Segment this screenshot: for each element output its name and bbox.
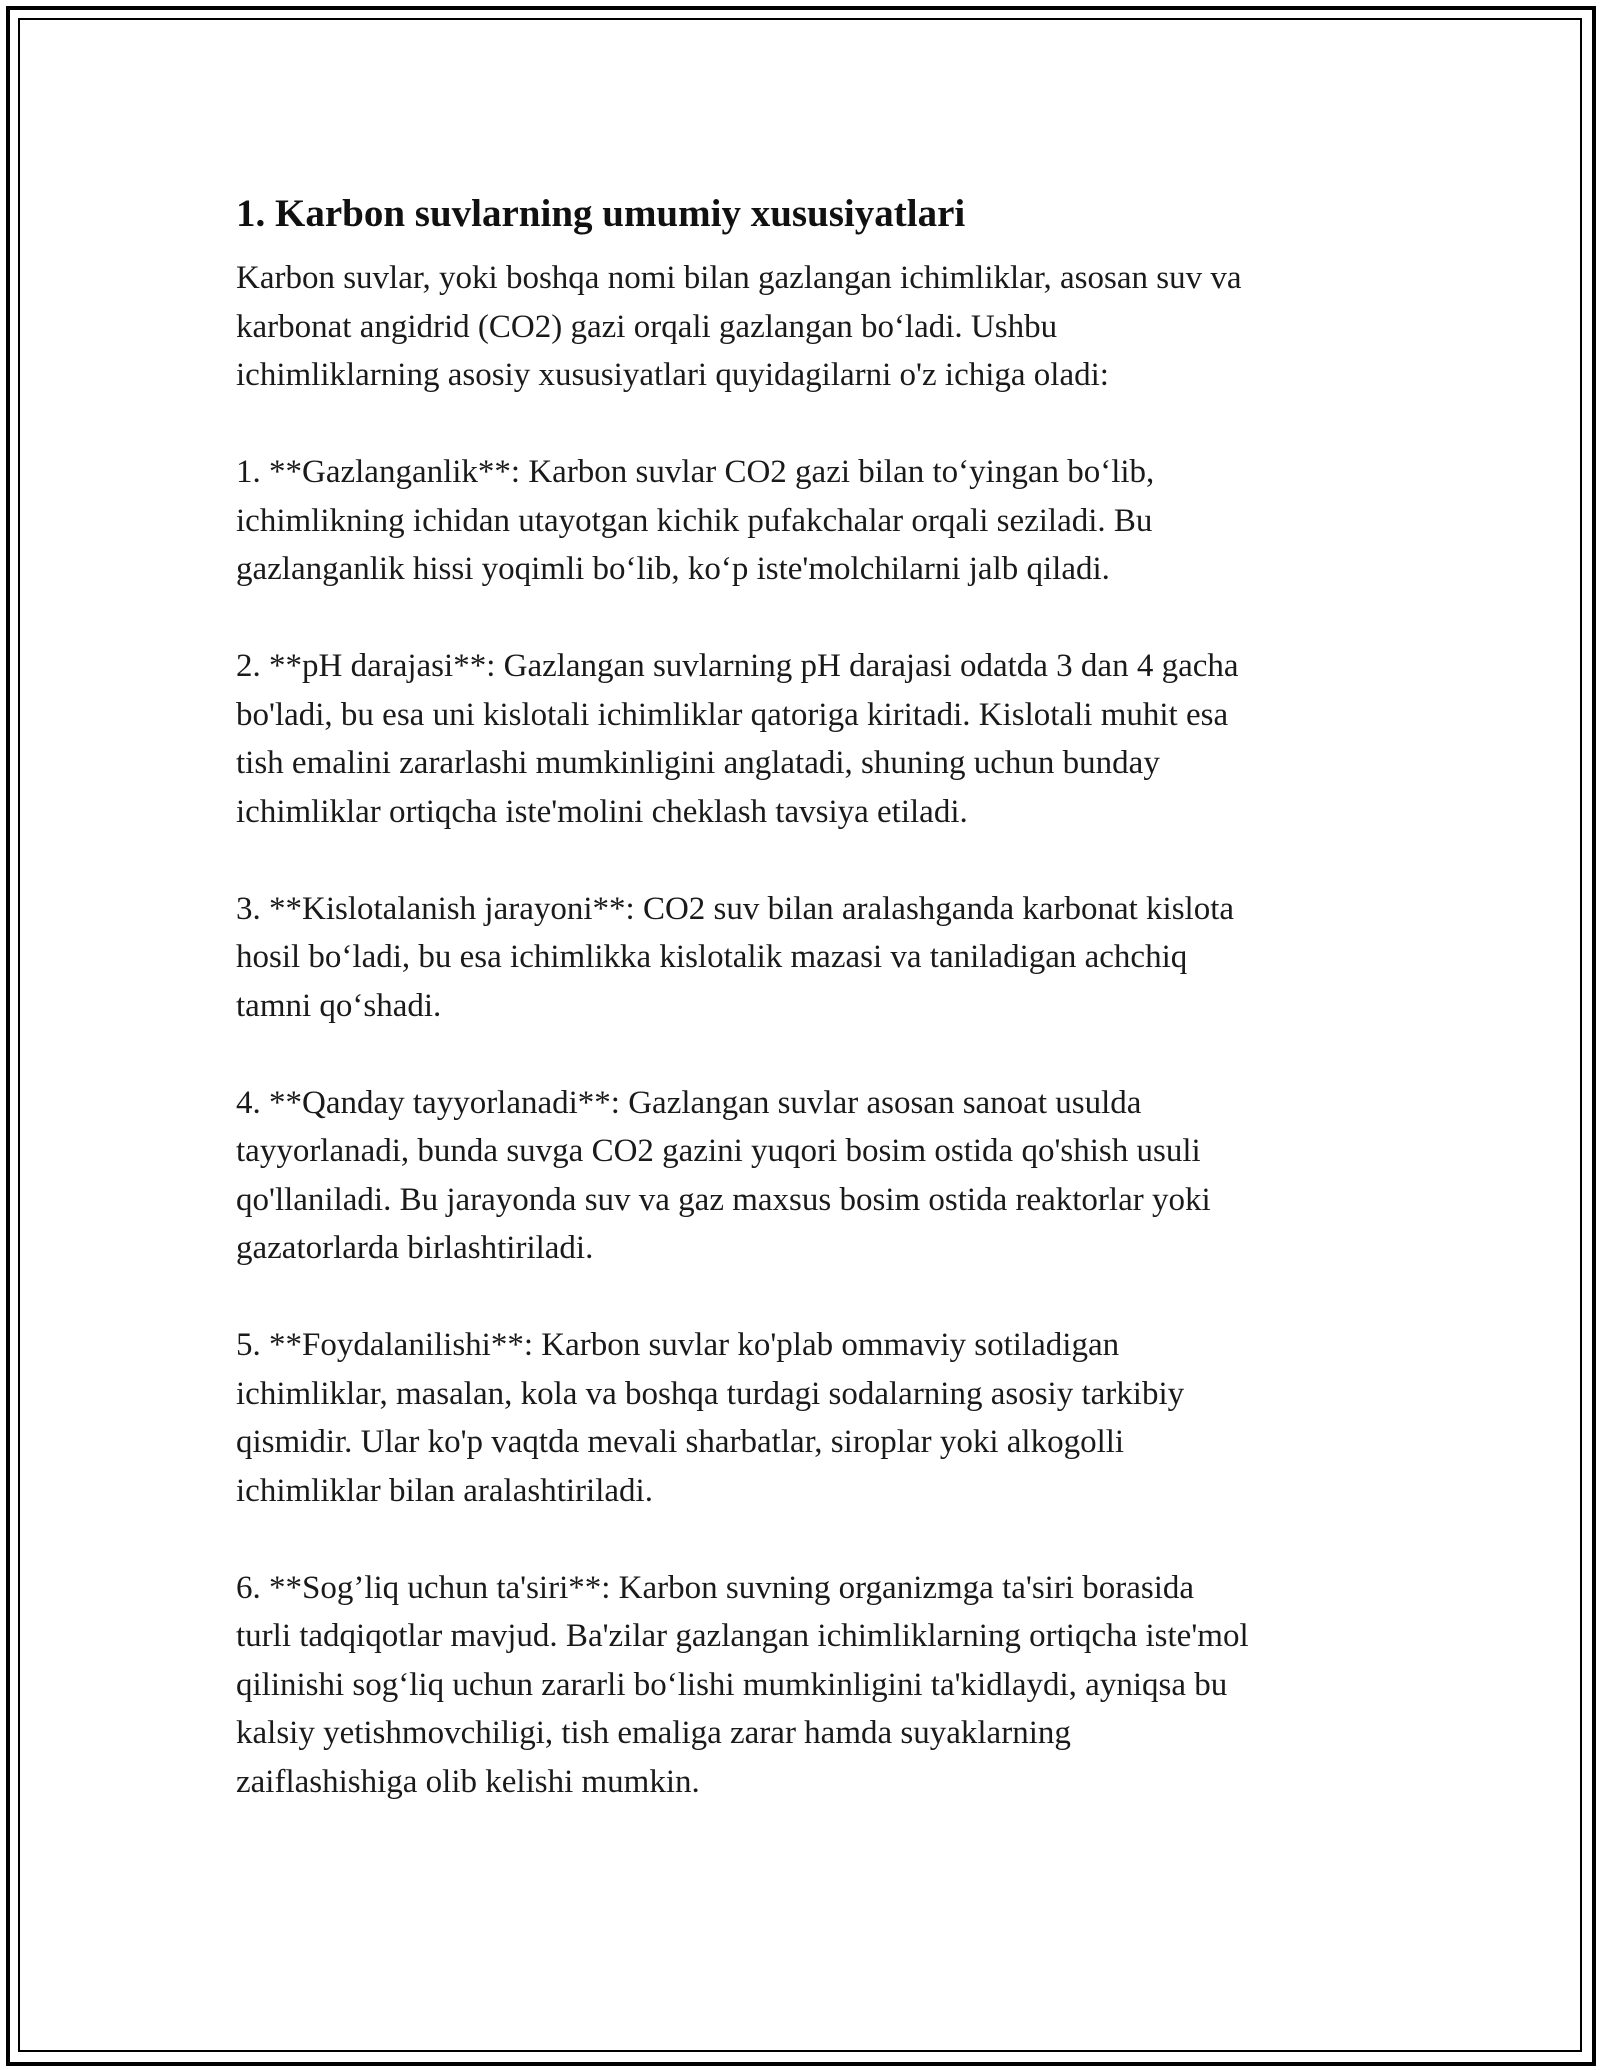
list-item-tayyorlanishi: 4. **Qanday tayyorlanadi**: Gazlangan suvlar asosan sanoat usulda tayyorlanadi, bunda suvga CO2 gazini yuqori bosim ostida qo'shish usuli qo'llaniladi. Bu jarayonda suv va gaz maxsus bosim ostida reaktorlar yoki gazatorlarda birlashtiriladi. bbox=[236, 1084, 1211, 1266]
section-title: 1. Karbon suvlarning umumiy xususiyatlari bbox=[236, 192, 966, 235]
list-item-foydalanilishi: 5. **Foydalanilishi**: Karbon suvlar ko'plab ommaviy sotiladigan ichimliklar, masalan, kola va boshqa turdagi sodalarning asosiy tarkibiy qismidir. Ular ko'p vaqtda mevali sharbatlar, siroplar yoki alkogolli ichimliklar bilan aralashtiriladi. bbox=[236, 1327, 1185, 1509]
list-item-kislotalanish: 3. **Kislotalanish jarayoni**: CO2 suv bilan aralashganda karbonat kislota hosil bo‘ladi, bu esa ichimlikka kislotalik mazasi va taniladigan achchiq tamni qo‘shadi. bbox=[236, 890, 1235, 1024]
intro-paragraph: Karbon suvlar, yoki boshqa nomi bilan gazlangan ichimliklar, asosan suv va karbonat angidrid (CO2) gazi orqali gazlangan bo‘ladi. Ushbu ichimliklarning asosiy xususiyatlari quyidagilarni o'z ichiga oladi: bbox=[236, 260, 1242, 393]
list-item-ph-darajasi: 2. **pH darajasi**: Gazlangan suvlarning pH darajasi odatda 3 dan 4 gacha bo'ladi, bu esa uni kislotali ichimliklar qatoriga kiritadi. Kislotali muhit esa tish emalini zararlashi mumkinligini anglatadi, shuning uchun bunday ichimliklar ortiqcha iste'molini cheklash tavsiya etiladi. bbox=[236, 648, 1239, 830]
document-body bbox=[236, 188, 1376, 1806]
list-item-sogliq-tasiri: 6. **Sog’liq uchun ta'siri**: Karbon suvning organizmga ta'siri borasida turli tadqiqotlar mavjud. Ba'zilar gazlangan ichimliklarning ortiqcha iste'mol qilinishi sog‘liq uchun zararli bo‘lishi mumkinligini ta'kidlaydi, ayniqsa bu kalsiy yetishmovchiligi, tish emaliga zarar hamda suyaklarning zaiflashishiga olib kelishi mumkin. bbox=[236, 1569, 1249, 1800]
list-item-gazlanganlik: 1. **Gazlanganlik**: Karbon suvlar CO2 gazi bilan to‘yingan bo‘lib, ichimlikning ichidan utayotgan kichik pufakchalar orqali seziladi. Bu gazlanganlik hissi yoqimli bo‘lib, ko‘p iste'molchilarni jalb qiladi. bbox=[236, 454, 1155, 587]
